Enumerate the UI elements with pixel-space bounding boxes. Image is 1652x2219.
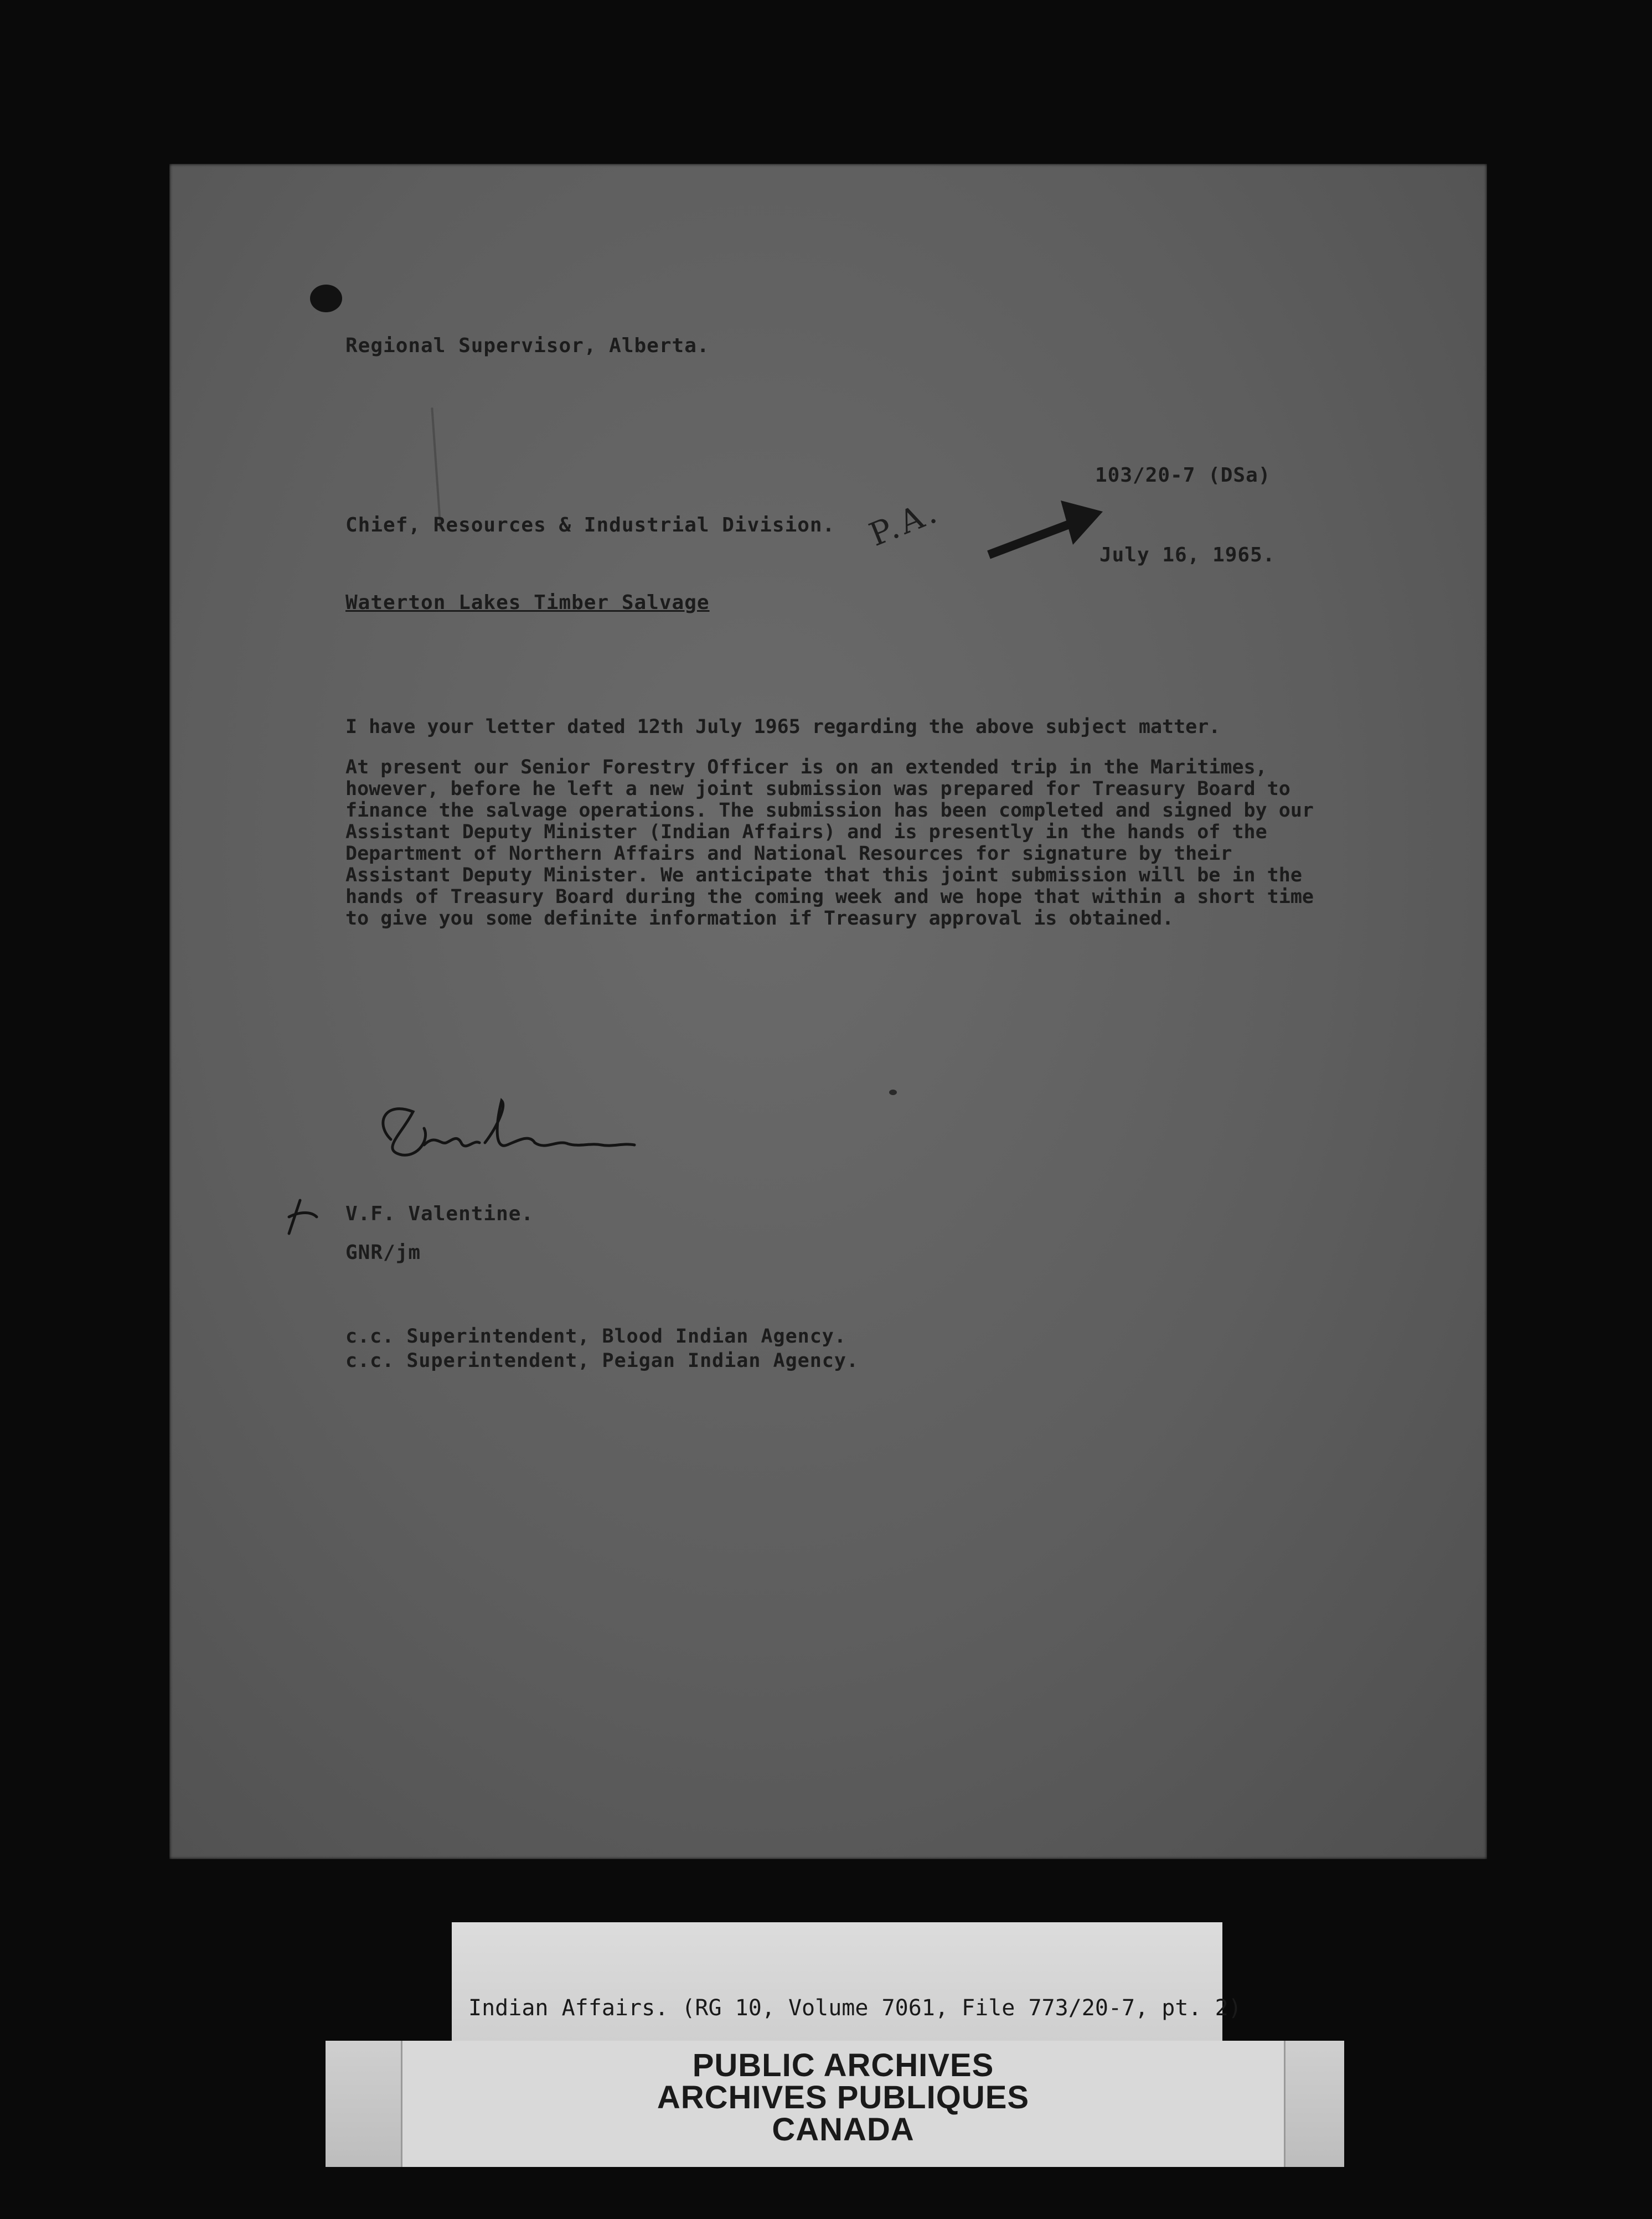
signature-image	[369, 1090, 657, 1173]
archive-line-1: PUBLIC ARCHIVES	[692, 2047, 994, 2083]
ink-blot	[310, 285, 342, 312]
sender: Chief, Resources & Industrial Division.	[345, 514, 835, 536]
addressee: Regional Supervisor, Alberta.	[345, 334, 710, 357]
archive-stamp-inner	[401, 2041, 1286, 2167]
letter-body	[345, 716, 1320, 948]
paragraph-2: At present our Senior Forestry Officer is on an extended trip in the Maritimes, however, before he left a new joint submission was prepared for Treasury Board to finance the salvage operations. The submission has been completed and signed by our Assistant Deputy Minister (Indian Affairs) and is presently in the hands of the Department of Northern Affairs and National Resources for signature by their Assistant Deputy Minister. We anticipate that this joint submission will be in the hands of Treasury Board during the coming week and we hope that within a short time to give you some definite information if Treasury approval is obtained.	[345, 756, 1314, 930]
handwritten-signature	[369, 1090, 657, 1173]
archive-line-2: ARCHIVES PUBLIQUES	[657, 2079, 1030, 2115]
pa-stamp-text: P.A.	[864, 492, 945, 554]
letter-page	[169, 164, 1487, 1859]
arrow-icon	[878, 472, 1111, 582]
paragraph-1: I have your letter dated 12th July 1965 regarding the above subject matter.	[345, 716, 1221, 738]
file-number: 103/20-7 (DSa)	[1095, 464, 1271, 487]
archive-stamp-label	[326, 2041, 1344, 2167]
typist-initials: GNR/jm	[345, 1241, 421, 1264]
pa-stamp	[864, 472, 1111, 582]
per-mark	[278, 1195, 328, 1239]
archive-line-3: CANADA	[772, 2112, 915, 2148]
signatory-name: V.F. Valentine.	[345, 1203, 534, 1225]
letter-date: July 16, 1965.	[1099, 544, 1276, 566]
cc-line-2: c.c. Superintendent, Peigan Indian Agency.	[345, 1350, 859, 1372]
film-speck	[889, 1090, 897, 1095]
cc-line-1: c.c. Superintendent, Blood Indian Agency.	[345, 1325, 846, 1348]
subject-line: Waterton Lakes Timber Salvage	[345, 591, 710, 614]
archive-caption: Indian Affairs. (RG 10, Volume 7061, File 773/20-7, pt. 2)	[468, 1995, 1242, 2021]
archive-caption-label	[452, 1922, 1242, 2041]
film-scratch	[431, 407, 441, 529]
